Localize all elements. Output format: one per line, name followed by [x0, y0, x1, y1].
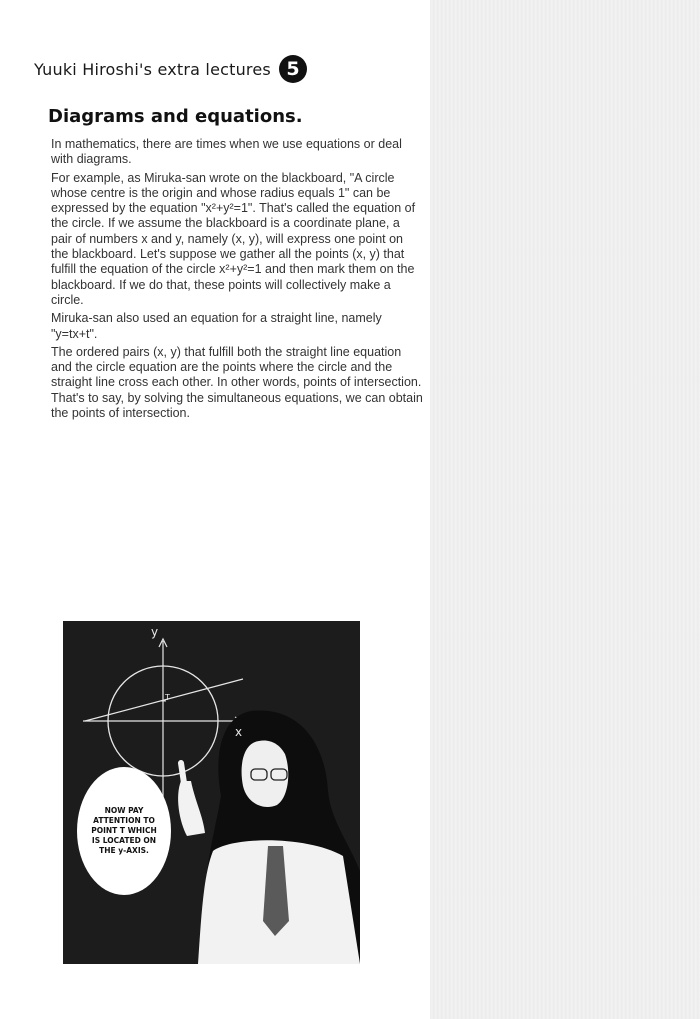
paragraph: For example, as Miruka-san wrote on the blackboard, "A circle whose centre is the origin and whose radius equals 1" can be expressed by the equation "x²+y²=1". That's called the equation of the circle. If we assume the blackboard is a coordinate plane, a pair of numbers x and y, namely (x, y), will express one point on the blackboard. Let's suppose we gather all the points (x, y) that fulfill the equation of the circle x²+y²=1 and then mark them on the blackboard. If we do that, these points will collectively make a circle.: [51, 170, 416, 307]
paragraph: Miruka-san also used an equation for a straight line, namely "y=tx+t".: [51, 311, 382, 341]
paragraph: The ordered pairs (x, y) that fulfill both the straight line equation and the circle equation are the points where the circle and the straight line cross each other. In other words, points of intersection. That's to say, by solving the simultaneous equations, we can obtain the points of intersection.: [51, 344, 423, 421]
manga-panel: [63, 621, 360, 964]
pointing-finger: [181, 763, 184, 783]
raised-hand: [178, 781, 205, 836]
straight-line: [85, 679, 243, 721]
body-text: [51, 137, 423, 424]
x-axis-label: x: [235, 725, 243, 739]
speech-bubble-text: NOW PAY ATTENTION TO POINT T WHICH IS LOCATED ON THE y-AXIS.: [91, 806, 157, 855]
paragraph: In mathematics, there are times when we use equations or deal with diagrams.: [51, 137, 402, 167]
point-t-label: T: [165, 693, 170, 702]
page-gutter: [430, 0, 700, 1019]
speech-bubble: [77, 767, 171, 895]
y-axis-label: y: [151, 625, 159, 639]
face: [242, 741, 289, 807]
lecture-number-badge: 5: [279, 55, 307, 83]
section-title: Diagrams and equations.: [48, 106, 303, 127]
lecture-header-title: Yuuki Hiroshi's extra lectures: [34, 59, 271, 79]
lecture-header: [34, 54, 307, 84]
